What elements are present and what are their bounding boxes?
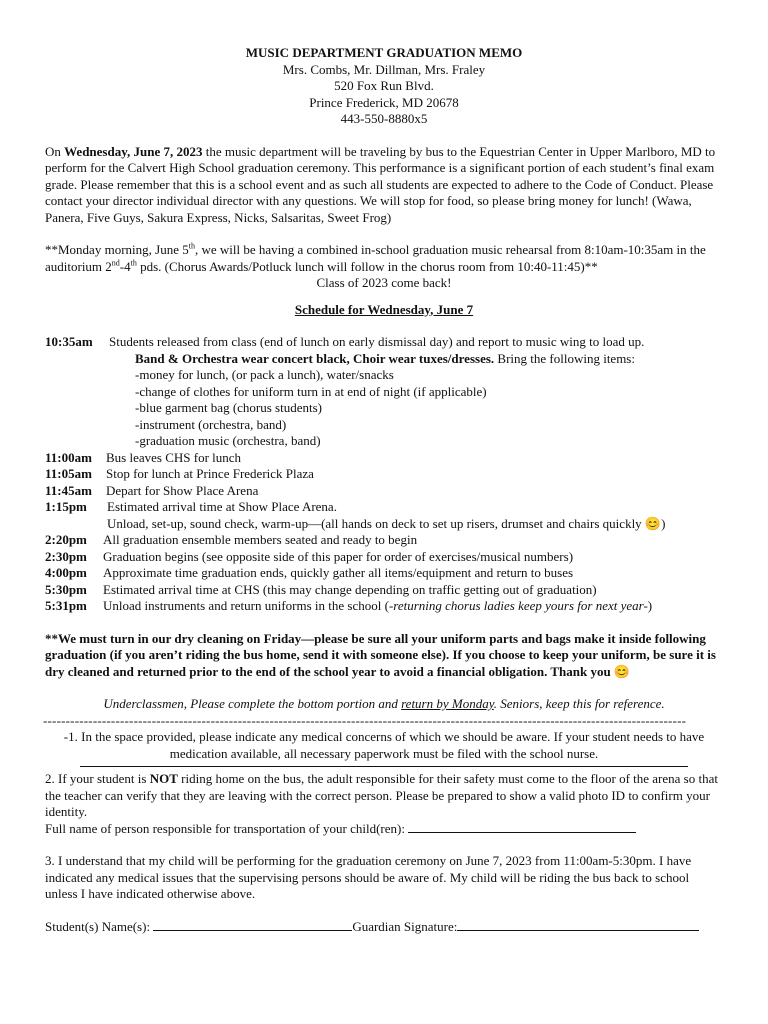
dress-code-bold: Band & Orchestra wear concert black, Choir wear tuxes/dresses. [135,350,495,366]
address-city: Prince Frederick, MD 20678 [309,94,459,110]
transportation-name-input-line[interactable] [408,821,636,833]
schedule-time: 2:20pm [45,532,87,547]
schedule-time: 4:00pm [45,565,87,580]
q2-pre: 2. If your student is [45,771,150,786]
memo-title: MUSIC DEPARTMENT GRADUATION MEMO [245,45,523,60]
schedule-row [45,334,723,351]
underclassmen-note [45,696,723,713]
dry-cleaning-notice: **We must turn in our dry cleaning on Friday—please be sure all your uniform parts and bags make it inside following graduation (if you aren’t riding the bus home, send it with someone else). If you choose to keep your uniform, be sure it is dry cleaned and returned prior to the end of the school year to avoid a financial obligation. Thank you 😊 [45,630,716,679]
underclass-pre: Underclassmen, Please complete the bottom portion and [103,696,402,711]
schedule-text: Depart for Show Place Arena [106,482,259,498]
schedule-row [45,532,723,549]
tear-off-divider: ---------------------------------------------------------------------------------------------------------------------------------------------- [43,712,687,728]
schedule-time: 1:15pm [45,499,87,514]
schedule-text [103,598,652,615]
q2-post: riding home on the bus, the adult responsible for their safety must come to the floor of the arena so that the teacher can verify that they are leaving with the correct person. Please be prepared to show a valid photo ID to confirm your identity. [45,771,718,819]
address-street: 520 Fox Run Blvd. [334,78,434,93]
intro-paragraph [45,144,723,227]
underclass-post: . Seniors, keep this for reference. [493,696,665,711]
schedule-time: 10:35am [45,334,93,349]
dress-code-line [45,351,723,368]
intro-text: the music department will be traveling by bus to the Equestrian Center in Upper Marlboro, MD to perform for the Calvert High School graduation ceremony. This performance is a significant portion of each student’s final exam grade. Please remember that this is a school event and as such all students are expected to adhere to the Code of Conduct. Please contact your director individual director with any questions. We will stop for food, so please bring money for lunch! (Wawa, Panera, Five Guys, Sakura Express, Nicks, Salsaritas, Sweet Frog) [45,143,716,225]
transportation-field [45,821,723,838]
schedule-text: Estimated arrival time at CHS (this may change depending on traffic getting out of graduation) [103,581,597,597]
schedule-row [45,450,723,467]
q2-not: NOT [149,771,178,786]
schedule-text: Stop for lunch at Prince Frederick Plaza [106,466,314,481]
schedule-row [45,598,723,615]
schedule-row [45,549,723,566]
monday-part4: pds. (Chorus Awards/Potluck lunch will follow in the chorus room from 10:40-11:45)** [136,258,598,274]
schedule-time: 5:30pm [45,581,87,597]
student-names-input-line[interactable] [153,919,352,931]
schedule-time: 11:05am [45,466,92,481]
schedule-text: Bus leaves CHS for lunch [106,449,242,465]
list-item: -instrument (orchestra, band) [135,416,287,432]
monday-rehearsal-paragraph [45,242,723,275]
transportation-field-label: Full name of person responsible for transportation of your child(ren): [45,820,409,836]
signature-row [45,919,723,936]
schedule-row [45,466,723,483]
monday-sup2: nd [111,258,120,268]
monday-part2: , we will be having a combined in-school graduation music rehearsal from 8:10am-10:35am in the auditorium 2 [45,242,706,274]
schedule-row [45,582,723,599]
monday-sup3: th [130,258,137,268]
transportation-question [45,771,723,821]
list-item: -blue garment bag (chorus students) [135,400,323,415]
memo-header [45,45,723,128]
list-item: -change of clothes for uniform turn in at end of night (if applicable) [135,383,487,399]
student-names-label: Student(s) Name(s): [45,918,154,934]
schedule-text: Students released from class (end of lunch on early dismissal day) and report to music wing to load up. [109,334,645,349]
schedule-time: 5:31pm [45,598,87,613]
schedule-time: 2:30pm [45,548,87,564]
list-item: -money for lunch, (or pack a lunch), water/snacks [135,367,394,382]
schedule-list [45,334,723,615]
dress-code-rest: Bring the following items: [494,350,635,366]
schedule-text: Graduation begins (see opposite side of this paper for order of exercises/musical numbers) [103,548,574,564]
monday-part1: **Monday morning, June 5 [45,242,189,257]
guardian-signature-label: Guardian Signature: [352,918,458,934]
medical-concerns-input-line[interactable] [80,762,688,767]
schedule-text: All graduation ensemble members seated and ready to begin [103,532,418,547]
intro-date: Wednesday, June 7, 2023 [64,143,203,159]
medical-concerns-question: -1. In the space provided, please indicate any medical concerns of which we should be aware. If your student needs to have medication available, all necessary paperwork must be filed with the school nurse. [63,729,705,761]
memo-page [45,45,723,935]
schedule-heading: Schedule for Wednesday, June 7 [294,301,474,317]
schedule-time: 11:00am [45,449,92,465]
schedule-last-close: ) [647,598,653,613]
intro-on: On [45,143,65,159]
schedule-row [45,565,723,582]
monday-sup1: th [188,241,195,251]
phone-number: 443-550-8880x5 [340,111,428,126]
consent-paragraph: 3. I understand that my child will be performing for the graduation ceremony on June 7, 2023 from 11:00am-5:30pm. I have indicated any medical issues that the supervising persons should be aware of. My child will be riding the bus back to school unless I have indicated otherwise above. [45,853,692,901]
class-of-2023-line: Class of 2023 come back! [316,275,452,290]
schedule-last-italic: -returning chorus ladies keep yours for next year- [388,598,648,613]
items-list [45,367,723,450]
schedule-last-text: Unload instruments and return uniforms in the school ( [103,598,389,613]
unload-line: Unload, set-up, sound check, warm-up—(all hands on deck to set up risers, drumset and chairs quickly 😊) [107,515,666,531]
list-item: -graduation music (orchestra, band) [135,433,321,448]
return-by-monday: return by Monday [401,696,494,711]
schedule-text: Approximate time graduation ends, quickly gather all items/equipment and return to buses [103,565,574,580]
schedule-time: 11:45am [45,482,92,498]
teacher-names: Mrs. Combs, Mr. Dillman, Mrs. Fraley [282,61,486,77]
monday-part3: -4 [119,258,131,274]
schedule-text: Estimated arrival time at Show Place Arena. [107,499,337,514]
schedule-row [45,483,723,500]
schedule-row [45,499,723,516]
guardian-signature-input-line[interactable] [457,919,699,931]
